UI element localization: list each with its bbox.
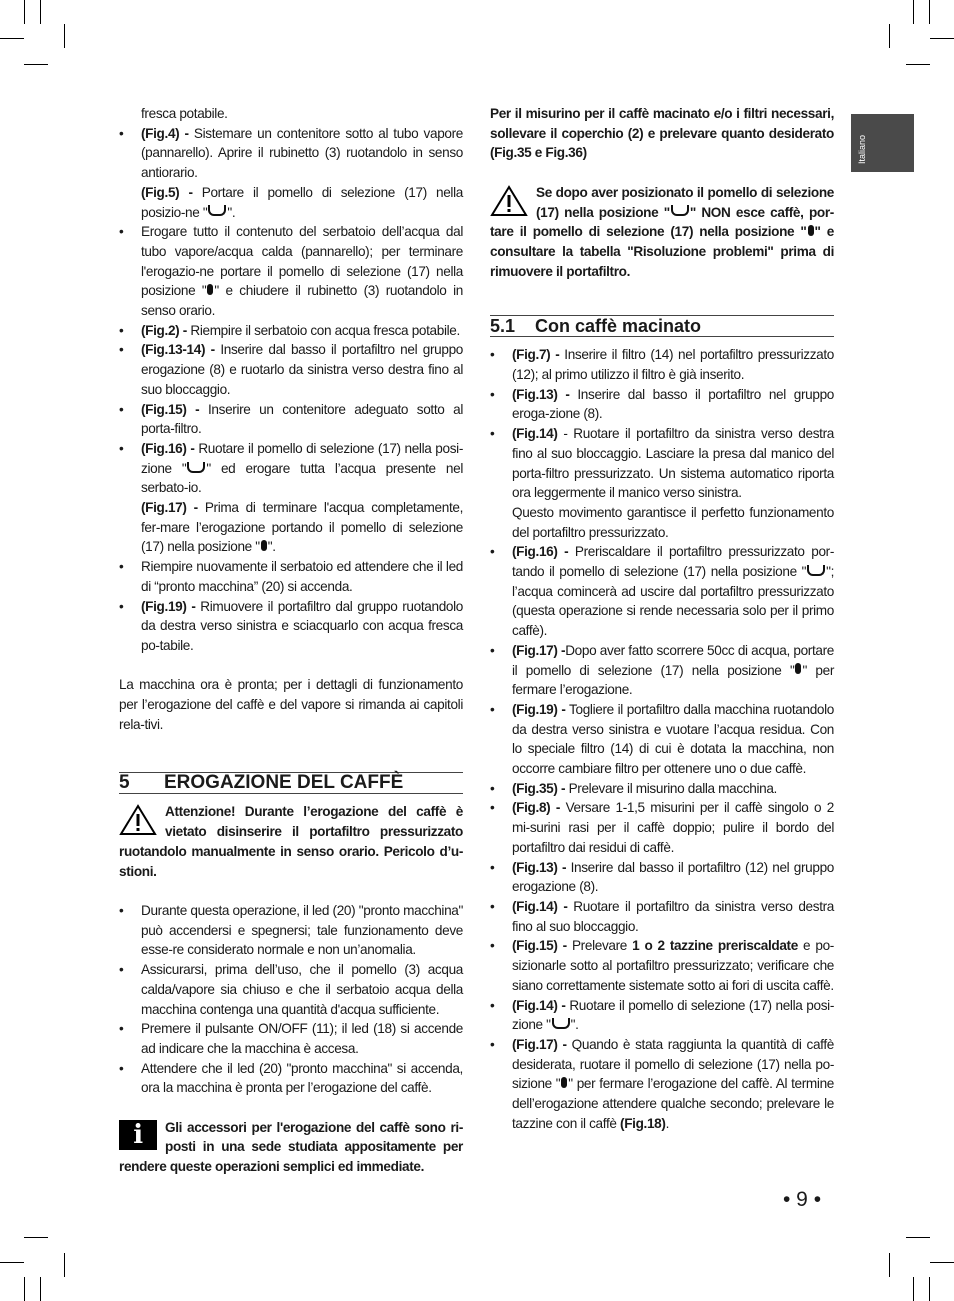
cup-icon [187,462,205,473]
list-item [119,321,463,341]
list-item [119,439,463,557]
crop-mark [889,1253,890,1277]
fig-ref: (Fig.17) - [141,500,198,516]
item-text: Riempire il serbatoio con acqua fresca potabile. [186,322,460,338]
ready-paragraph: La macchina ora è pronta; per i dettagli di funzionamento per l’erogazione del caffè e del vapore si rimanda ai capitoli rela-tivi. [119,677,463,732]
item-text: Ruotare il pomello di selezione (17) nella posi-zione " [141,440,464,476]
fig-ref: (Fig.7) - [512,347,560,363]
operation-list [119,901,463,1098]
crop-mark [913,1277,914,1301]
warning-box [119,802,463,881]
item-text: - Ruotare il portafiltro da sinistra verso destra fino al suo bloccaggio. Lasciare la presa dal manico del porta-filtro pressurizzato. Un sistema automatico riporta ora leggermente il manico verso sinistra. [512,426,834,501]
crop-mark [906,1237,930,1238]
item-text: Portare il pomello di selezione (17) nella posizio-ne " [141,184,463,220]
bold-emphasis: 1 o 2 tazzine preriscaldate [632,938,798,954]
list-item: • Attendere che il led (20) "pronto macchina" si accenda, ora la macchina è pronta per l’erogazione del caffè. [119,1059,463,1098]
warning-text: Attenzione! Durante l’erogazione del caffè è vietato disinserire il portafiltro pressurizzato ruotandolo manualmente in senso orario. Pericolo d’u-stioni. [119,804,463,879]
section-heading-5-1 [490,315,834,337]
crop-mark [929,1277,930,1301]
fig-ref: (Fig.17) - [512,1036,567,1052]
list-item [490,700,834,779]
fig-ref: (Fig.2) - [141,322,187,338]
measure-note: Per il misurino per il caffè macinato e/o i filtri necessari, sollevare il coperchio (2) e prelevare quanto desiderato (Fig.35 e Fig.36) [490,106,834,161]
cup-icon [807,565,825,576]
item-text: " e chiudere il rubinetto (3) ruotandolo in senso orario. [141,283,463,319]
warning-box [490,183,834,282]
fig-ref: (Fig.16) - [512,544,569,560]
item-text: Preriscaldare il portafiltro pressurizzato por-tando il pomello di selezione (17) nella posizione " [512,544,835,580]
cup-icon [208,205,226,216]
item-text: Ruotare il portafiltro da sinistra verso destra fino al suo bloccaggio. [512,899,835,934]
list-item [490,345,834,384]
item-text: Prima di terminare l'acqua completamente, fer-mare l’erogazione portando il pomello di selezione (17) nella posizione " [141,500,464,555]
fig-ref: (Fig.19) - [141,598,196,614]
list-item [119,597,463,656]
list-item [119,400,463,439]
item-text: Togliere il portafiltro dalla macchina ruotandolo da destra verso sinistra e vuotare l’acqua residua. Con lo speciale filtro (14) di cui è dotata la macchina, non occorre cambiare filtro per ottenere uno o due caffè. [512,701,834,777]
list-item: • Durante questa operazione, il led (20) "pronto macchina" può accendersi e spegnersi; tale funzionamento deve esse-re considerato normale e non un’anomalia. [119,901,463,960]
fig-ref: (Fig.18) [620,1115,666,1131]
fig-ref: (Fig.5) - [141,184,193,200]
crop-mark [930,1262,954,1263]
fig-ref: (Fig.19) - [512,701,566,717]
item-text: . [665,1115,669,1131]
fig-ref: (Fig.13) - [512,386,570,402]
item-text: Rimuovere il portafiltro dal gruppo ruotandolo da destra verso sinistra e sciacquarlo con acqua fresca po-tabile. [141,598,463,653]
crop-mark [913,0,914,24]
section-number: 5.1 [490,316,516,337]
item-text: ". [227,204,236,220]
fig-ref: (Fig.8) - [512,800,561,816]
item-text: Inserire un contenitore adeguato sotto al porta-filtro. [141,401,464,437]
list-item [490,897,834,936]
item-text: " ed erogare tutta l’acqua presente nel serbato-io. [141,460,463,496]
section-title: Con caffè macinato [535,316,702,337]
item-text: Inserire dal basso il portafiltro nel gruppo erogazione (8) e ruotarlo da sinistra verso destra fino al suo bloccaggio. [141,342,463,397]
item-text: ". [570,1017,579,1033]
info-icon: i [119,1120,157,1150]
crop-mark [24,1237,48,1238]
list-item [490,798,834,857]
item-text: Prelevare [566,938,633,954]
list-item [490,779,834,799]
warning-text: " e consultare la tabella "Risoluzione problemi" prima di rimuovere il portafiltro. [490,224,834,279]
item-text: Inserire il filtro (14) nel portafiltro pressurizzato (12); al primo utilizzo il filtro è già inserito. [512,347,834,383]
list-item [490,936,834,995]
fig-ref: (Fig.14) - [512,997,566,1013]
item-text: ". [267,539,276,555]
item-text: Versare 1-1,5 misurini per il caffè singolo o 2 mi-surini rasi per il caffè doppio; pulire il bordo del portafiltro dai residui di caffè. [512,800,834,855]
drop-icon [561,1077,567,1088]
list-item [119,124,463,223]
language-label: Italiano [857,134,867,164]
item-text: Prelevare il misurino dalla macchina. [565,780,777,796]
fig-ref: (Fig.15) - [141,401,200,417]
list-item [490,385,834,424]
cup-icon [552,1018,570,1029]
list-item [490,641,834,700]
warning-text: Se dopo aver posizionato il pomello di selezione (17) nella posizione " [536,184,834,220]
preparation-list [119,124,463,656]
drop-icon [808,225,814,236]
page-number: • 9 • [783,1188,822,1211]
list-item [490,542,834,641]
crop-mark [40,1277,41,1301]
fig-ref: (Fig.14) [512,426,558,442]
left-column [119,104,463,1177]
drop-icon [795,663,801,674]
fig-ref: (Fig.35) - [512,780,566,796]
item-text: e po-sizionarle sotto al portafiltro pressurizzato; verificare che siano correttamente sistemate sotto ai fori di uscita caffè. [512,938,834,993]
item-text: Ruotare il pomello di selezione (17) nella posi-zione " [512,997,835,1033]
list-item: • Assicurarsi, prima dell’uso, che il pomello (3) acqua calda/vapore sia chiuso e che il serbatoio acqua della macchina contenga una quantità d'acqua sufficiente. [119,960,463,1019]
crop-mark [0,1262,24,1263]
warning-icon [119,804,157,836]
info-text: Gli accessori per l'erogazione del caffè sono ri-posti in una sede studiata appositamente per rendere queste operazioni semplici ed immediate. [119,1119,463,1175]
crop-mark [64,24,65,48]
item-text: Inserire dal basso il portafiltro (12) nel gruppo erogazione (8). [512,859,835,895]
item-text: " per fermare l’erogazione. [512,662,835,698]
crop-mark [24,0,25,24]
list-item [490,996,834,1035]
section-title: EROGAZIONE DEL CAFFÈ [164,772,404,794]
fig-ref: (Fig.13-14) - [141,342,215,358]
item-text: Sistemare un contenitore sotto al tubo vapore (pannarello). Aprire il rubinetto (3) ruotandolo in senso antiorario. [141,125,464,181]
fig-ref: (Fig.17) - [512,642,566,658]
list-item [119,222,463,321]
list-item [490,424,834,542]
crop-mark [889,24,890,48]
item-text: " per fermare l’erogazione del caffè. Al termine dell’erogazione attendere qualche secondo; prelevare le tazzine con il caffè [512,1076,834,1131]
item-text: Quando è stata raggiunta la quantità di caffè desiderata, ruotare il pomello di selezione (17) nella po-sizione " [512,1036,835,1092]
crop-mark [24,64,48,65]
drop-icon [207,284,213,295]
item-text: Erogare tutto il contenuto del serbatoio dell’acqua dal tubo vapore/acqua calda (pannarello); per terminare l'erogazio-ne portare il pomello di selezione (17) nella posizione " [141,224,463,299]
info-box [119,1118,463,1177]
cup-icon [671,205,689,216]
intro-continuation: fresca potabile. [141,106,228,121]
item-text: Inserire dal basso il portafiltro nel gruppo eroga-zione (8). [512,386,834,422]
list-item [119,340,463,399]
fig-ref: (Fig.4) - [141,125,189,141]
crop-mark [24,1277,25,1301]
language-tab [851,114,914,172]
list-item [490,858,834,897]
item-text: Dopo aver fatto scorrere 50cc di acqua, portare il pomello di selezione (17) nella posizione " [512,642,835,678]
sub-step [141,183,463,222]
crop-mark [40,0,41,24]
warning-text: " NON esce caffè, por-tare il pomello di selezione (17) nella posizione " [490,204,834,240]
warning-icon [490,185,528,217]
fig-ref: (Fig.16) - [141,440,195,456]
list-item [119,557,463,596]
list-item: • Premere il pulsante ON/OFF (11); il led (18) si accende ad indicare che la macchina è accesa. [119,1019,463,1058]
ground-coffee-list [490,345,834,1133]
sub-step: Questo movimento garantisce il perfetto funzionamento del portafiltro pressurizzato. [512,504,834,540]
fig-ref: (Fig.14) - [512,899,568,914]
item-text: "; l’acqua comincerà ad uscire dal portafiltro pressurizzato (questa operazione si rende necessaria solo per il primo caffè). [512,564,834,639]
crop-mark [64,1253,65,1277]
section-heading-5 [119,772,463,794]
right-column [490,104,834,1133]
sub-step [141,498,463,557]
fig-ref: (Fig.15) - [512,938,567,954]
crop-mark [0,38,24,39]
item-text: Riempire nuovamente il serbatoio ed attendere che il led di “pronto macchina” (20) si accenda. [141,559,463,594]
crop-mark [929,0,930,24]
section-number: 5 [119,772,130,794]
crop-mark [930,38,954,39]
crop-mark [906,64,930,65]
drop-icon [261,540,267,551]
fig-ref: (Fig.13) - [512,859,567,875]
list-item [490,1035,834,1134]
